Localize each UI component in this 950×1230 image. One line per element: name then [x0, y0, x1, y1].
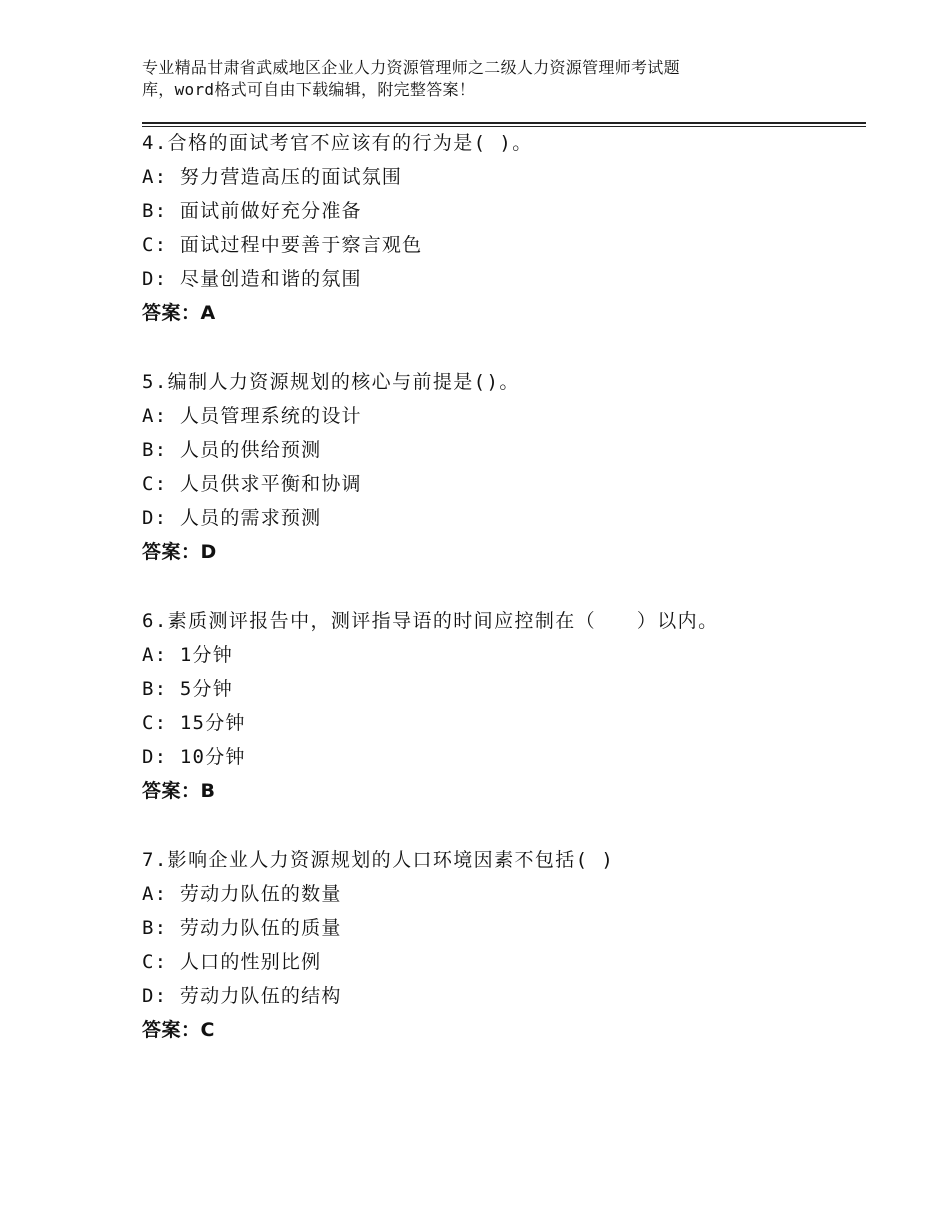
document-header: [142, 57, 862, 101]
answer-label: 答案：B: [142, 780, 216, 802]
answer-label: 答案：A: [142, 302, 216, 324]
option-a: A: 1分钟: [142, 644, 233, 666]
option-b: B: 劳动力队伍的质量: [142, 917, 342, 939]
header-title-line-1: 专业精品甘肃省武威地区企业人力资源管理师之二级人力资源管理师考试题: [142, 58, 680, 77]
option-a: A: 劳动力队伍的数量: [142, 883, 342, 905]
question-stem: 7.影响企业人力资源规划的人口环境因素不包括( ): [142, 849, 615, 871]
option-a: A: 努力营造高压的面试氛围: [142, 166, 403, 188]
header-title-line-2: 库，word格式可自由下载编辑，附完整答案！: [142, 80, 476, 99]
option-d: D: 尽量创造和谐的氛围: [142, 268, 362, 290]
question-block-5: [142, 365, 866, 569]
option-d: D: 人员的需求预测: [142, 507, 322, 529]
question-stem: 4.合格的面试考官不应该有的行为是( )。: [142, 132, 533, 154]
option-b: B: 面试前做好充分准备: [142, 200, 362, 222]
option-d: D: 劳动力队伍的结构: [142, 985, 342, 1007]
question-block-4: [142, 126, 866, 330]
option-b: B: 人员的供给预测: [142, 439, 322, 461]
answer-label: 答案：C: [142, 1019, 215, 1041]
option-a: A: 人员管理系统的设计: [142, 405, 362, 427]
option-b: B: 5分钟: [142, 678, 233, 700]
option-c: C: 15分钟: [142, 712, 246, 734]
question-stem: 6.素质测评报告中，测评指导语的时间应控制在（ ）以内。: [142, 610, 719, 632]
option-c: C: 人口的性别比例: [142, 951, 322, 973]
option-d: D: 10分钟: [142, 746, 246, 768]
question-block-7: [142, 843, 866, 1047]
option-c: C: 人员供求平衡和协调: [142, 473, 362, 495]
question-block-6: [142, 604, 866, 808]
header-divider-thick: [142, 122, 866, 124]
question-stem: 5.编制人力资源规划的核心与前提是()。: [142, 371, 520, 393]
answer-label: 答案：D: [142, 541, 217, 563]
option-c: C: 面试过程中要善于察言观色: [142, 234, 423, 256]
